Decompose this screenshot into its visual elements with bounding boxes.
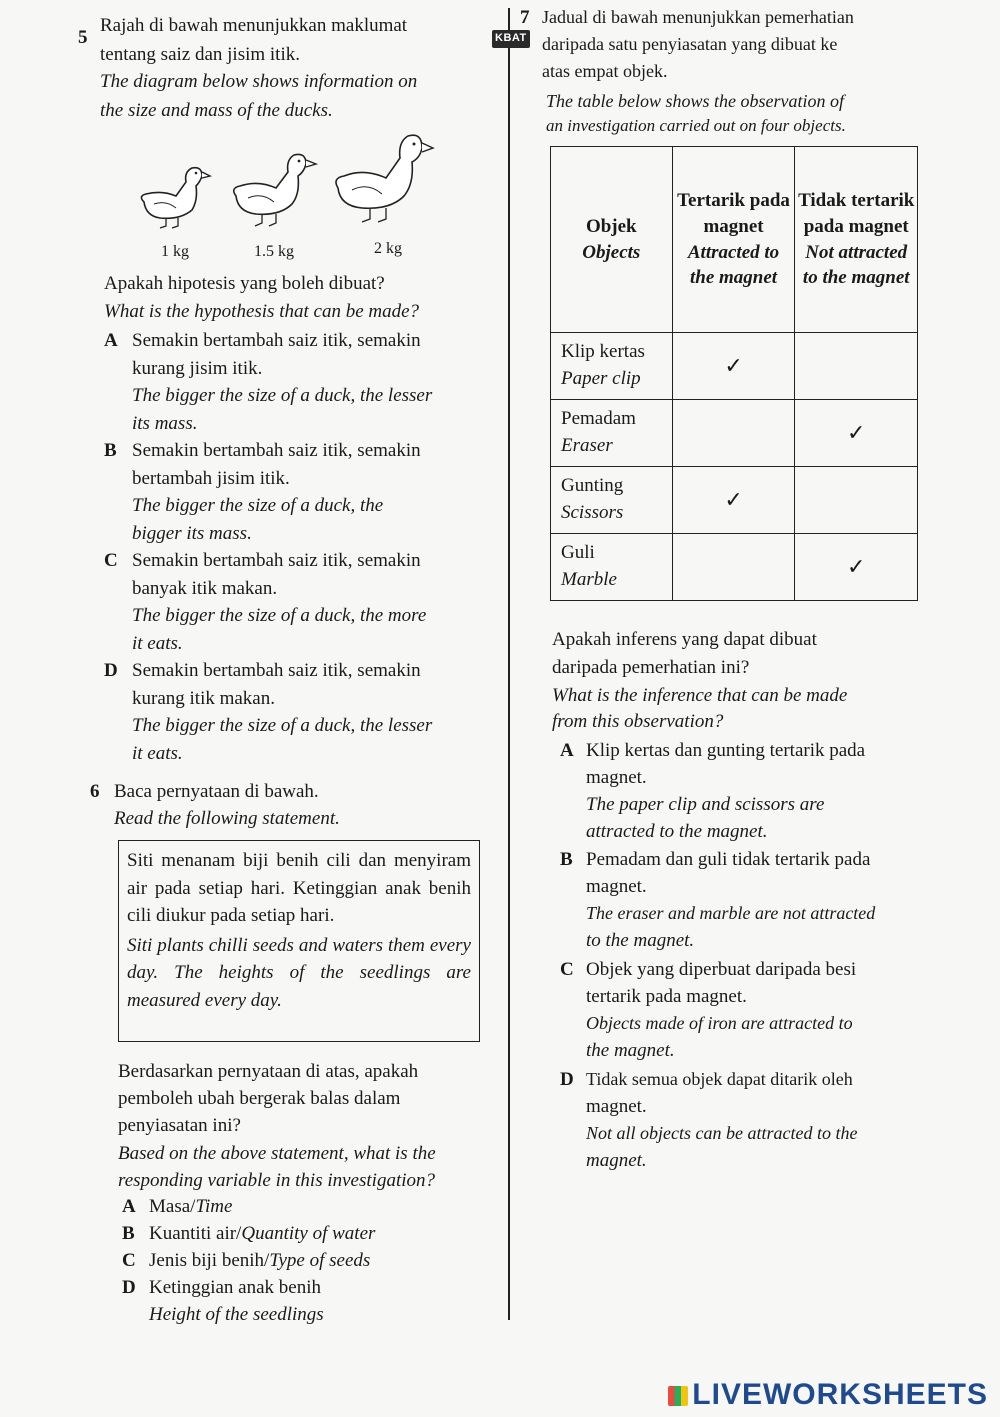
option-text-en: The bigger the size of a duck, the lesser xyxy=(132,715,433,736)
option-text-en: bigger its mass. xyxy=(132,523,252,544)
option-text-ms: kurang jisim itik. xyxy=(132,358,263,379)
q7-question-ms-1: Apakah inferens yang dapat dibuat xyxy=(552,629,817,650)
header-ms: Tidak tertarik pada magnet xyxy=(798,190,915,237)
option-text-ms: tertarik pada magnet. xyxy=(586,986,747,1007)
table-row xyxy=(551,333,918,400)
object-ms: Pemadam xyxy=(561,408,636,430)
q5-intro-ms-2: tentang saiz dan jisim itik. xyxy=(100,44,300,65)
table-row xyxy=(551,534,918,601)
option-letter: C xyxy=(122,1250,136,1271)
q6-option-d[interactable] xyxy=(122,1274,482,1330)
q5-intro-ms-1: Rajah di bawah menunjukkan maklumat xyxy=(100,15,408,36)
header-attracted xyxy=(672,147,795,333)
question-number: 5 xyxy=(78,27,88,48)
option-text-en: The bigger the size of a duck, the more xyxy=(132,605,427,626)
option-text-ms: Ketinggian anak benih xyxy=(149,1277,322,1298)
q7-intro-ms-1: Jadual di bawah menunjukkan pemerhatian xyxy=(542,7,854,27)
object-cell xyxy=(551,467,673,534)
statement-ms: Siti menanam biji benih cili dan menyiram air pada setiap hari. Ketinggian anak benih cili diukur pada setiap hari. xyxy=(127,850,471,927)
option-text-ms: Semakin bertambah saiz itik, semakin xyxy=(132,550,421,571)
question-number: 7 xyxy=(520,7,530,28)
duck-mass-label: 2 kg xyxy=(374,240,402,257)
duck-large-icon xyxy=(330,126,436,228)
option-text-ms: kurang itik makan. xyxy=(132,688,275,709)
q5-intro-en-2: the size and mass of the ducks. xyxy=(100,100,333,121)
option-text-en: Not all objects can be attracted to the xyxy=(586,1123,858,1143)
object-en: Paper clip xyxy=(561,368,641,389)
statement-box xyxy=(118,840,480,1042)
kbat-badge: KBAT xyxy=(492,30,530,48)
option-text-ms: Kuantiti air/ xyxy=(149,1223,242,1244)
q6-question-en-2: responding variable in this investigation? xyxy=(118,1170,435,1191)
header-ms: Tertarik pada magnet xyxy=(677,190,790,237)
q7-intro-ms-2: daripada satu penyiasatan yang dibuat ke xyxy=(542,34,838,54)
option-letter: A xyxy=(122,1196,136,1217)
option-text-en: The bigger the size of a duck, the xyxy=(132,495,384,516)
header-ms: Objek xyxy=(585,215,637,237)
object-en: Scissors xyxy=(561,502,624,523)
option-letter: B xyxy=(122,1223,135,1244)
option-letter: D xyxy=(104,660,118,681)
attracted-cell: ✓ xyxy=(672,467,795,534)
option-letter: A xyxy=(560,740,574,761)
option-letter: A xyxy=(104,330,118,351)
object-en: Eraser xyxy=(561,435,613,456)
q5-intro-en-1: The diagram below shows information on xyxy=(100,71,418,92)
option-text-en: magnet. xyxy=(586,1150,647,1171)
option-text-ms: Semakin bertambah saiz itik, semakin xyxy=(132,660,421,681)
object-cell xyxy=(551,534,673,601)
option-text-en: Type of seeds xyxy=(269,1250,371,1271)
table-row xyxy=(551,467,918,534)
option-text-en: it eats. xyxy=(132,743,183,764)
duck-mass-label: 1.5 kg xyxy=(254,243,294,260)
q6-question-ms-1: Berdasarkan pernyataan di atas, apakah xyxy=(118,1061,419,1082)
attracted-cell xyxy=(672,534,795,601)
not-attracted-cell: ✓ xyxy=(795,534,918,601)
option-text-ms: magnet. xyxy=(586,1096,647,1117)
q7-question-en-2: from this observation? xyxy=(552,711,724,732)
option-text-ms: Jenis biji benih/ xyxy=(149,1250,270,1271)
option-text-ms: Masa/ xyxy=(149,1196,196,1217)
header-en: Not attracted to the magnet xyxy=(802,241,910,289)
option-text-ms: Semakin bertambah saiz itik, semakin xyxy=(132,440,421,461)
q5-question-ms: Apakah hipotesis yang boleh dibuat? xyxy=(104,273,385,294)
option-text-en: its mass. xyxy=(132,413,198,434)
not-attracted-cell: ✓ xyxy=(795,400,918,467)
option-letter: D xyxy=(560,1069,574,1090)
option-letter: D xyxy=(122,1277,136,1298)
not-attracted-cell xyxy=(795,333,918,400)
brand-text: LIVEWORKSHEETS xyxy=(692,1378,988,1411)
option-letter: C xyxy=(560,959,574,980)
object-en: Marble xyxy=(561,569,617,590)
q6-intro-ms: Baca pernyataan di bawah. xyxy=(114,781,319,802)
q7-question-ms-2: daripada pemerhatian ini? xyxy=(552,657,750,678)
q6-intro-en: Read the following statement. xyxy=(114,808,340,829)
q6-question-ms-2: pemboleh ubah bergerak balas dalam xyxy=(118,1088,401,1109)
statement-en: Siti plants chilli seeds and waters them every day. The heights of the seedlings are measured every day. xyxy=(127,934,471,1011)
option-text-ms: Klip kertas dan gunting tertarik pada xyxy=(586,740,866,761)
option-letter: B xyxy=(104,440,117,461)
column-divider xyxy=(508,8,510,1320)
option-text-en: the magnet. xyxy=(586,1040,675,1061)
duck-mass-label: 1 kg xyxy=(161,243,189,260)
object-cell xyxy=(551,400,673,467)
option-text-en: Height of the seedlings xyxy=(149,1304,324,1325)
attracted-cell: ✓ xyxy=(672,333,795,400)
option-text-ms: Pemadam dan guli tidak tertarik pada xyxy=(586,849,871,870)
option-text-en: The eraser and marble are not attracted xyxy=(586,903,876,923)
q6-question-ms-3: penyiasatan ini? xyxy=(118,1115,241,1136)
observation-table xyxy=(550,146,918,601)
object-cell xyxy=(551,333,673,400)
question-number: 6 xyxy=(90,781,100,802)
option-text-en: attracted to the magnet. xyxy=(586,821,768,842)
option-letter: C xyxy=(104,550,118,571)
option-text-en: to the magnet. xyxy=(586,930,695,951)
option-text-en: it eats. xyxy=(132,633,183,654)
header-not-attracted xyxy=(795,147,918,333)
option-text-en: Objects made of iron are attracted to xyxy=(586,1013,853,1033)
q7-intro-en-2: an investigation carried out on four objects. xyxy=(546,116,846,135)
q5-question-en: What is the hypothesis that can be made? xyxy=(104,301,420,322)
not-attracted-cell xyxy=(795,467,918,534)
option-text-ms: Semakin bertambah saiz itik, semakin xyxy=(132,330,421,351)
attracted-cell xyxy=(672,400,795,467)
option-text-ms: magnet. xyxy=(586,876,647,897)
option-text-ms: Objek yang diperbuat daripada besi xyxy=(586,959,857,980)
option-text-ms: magnet. xyxy=(586,767,647,788)
q6-question-en-1: Based on the above statement, what is the xyxy=(118,1143,436,1164)
table-row xyxy=(551,400,918,467)
liveworksheets-icon xyxy=(668,1386,688,1406)
object-ms: Guli xyxy=(561,542,595,564)
option-text-ms: bertambah jisim itik. xyxy=(132,468,290,489)
q7-intro-ms-3: atas empat objek. xyxy=(542,61,668,81)
object-ms: Klip kertas xyxy=(561,341,645,363)
header-en: Objects xyxy=(582,241,641,263)
option-text-en: Quantity of water xyxy=(241,1223,376,1244)
option-text-ms: Tidak semua objek dapat ditarik oleh xyxy=(586,1069,853,1089)
q7-question-en-1: What is the inference that can be made xyxy=(552,685,848,706)
option-text-en: Time xyxy=(195,1196,233,1217)
option-text-en: The bigger the size of a duck, the lesser xyxy=(132,385,433,406)
header-objects xyxy=(551,147,673,333)
duck-medium-icon xyxy=(228,146,320,230)
header-en: Attracted to the magnet xyxy=(687,241,780,289)
option-text-ms: banyak itik makan. xyxy=(132,578,278,599)
option-text-en: The paper clip and scissors are xyxy=(586,794,825,815)
option-letter: B xyxy=(560,849,573,870)
liveworksheets-logo xyxy=(668,1373,988,1417)
duck-small-icon xyxy=(136,160,214,232)
q7-intro-en-1: The table below shows the observation of xyxy=(546,91,844,111)
object-ms: Gunting xyxy=(561,475,624,497)
